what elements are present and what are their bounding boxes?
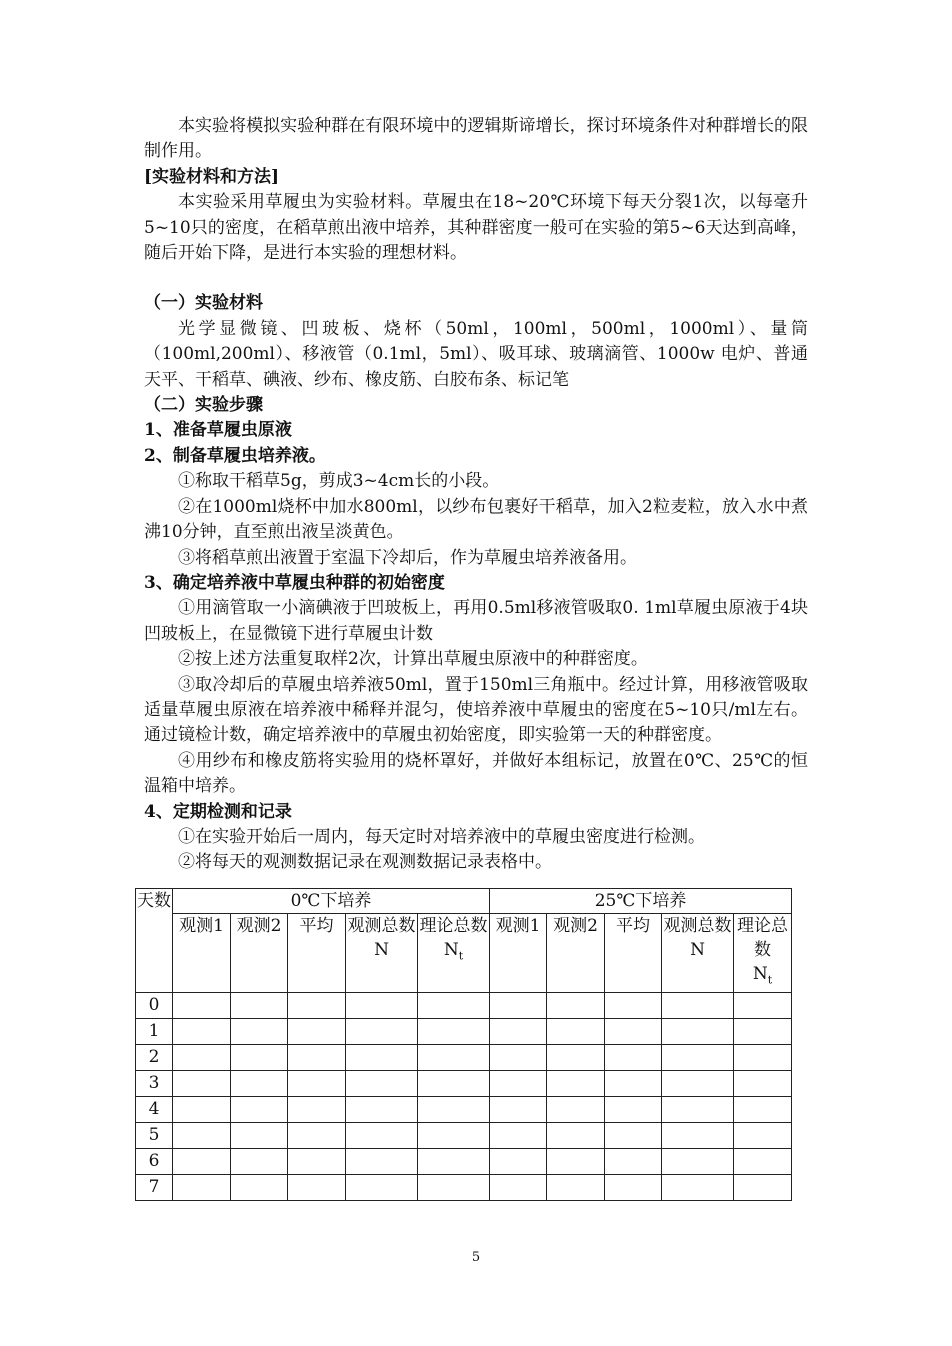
page-number: 5 — [471, 1250, 481, 1265]
empty-data-cell[interactable] — [734, 1045, 792, 1071]
table-row — [136, 1071, 792, 1097]
step3-item-2: ②按上述方法重复取样2次，计算出草履虫原液中的种群密度。 — [178, 649, 648, 670]
empty-data-cell[interactable] — [547, 1071, 605, 1097]
col-header-obs1: 观测1 — [490, 914, 547, 993]
col-header-obs1: 观测1 — [173, 914, 231, 993]
empty-data-cell[interactable] — [734, 1019, 792, 1045]
steps-heading: （二）实验步骤 — [144, 395, 263, 416]
empty-data-cell[interactable] — [173, 1149, 231, 1175]
empty-data-cell[interactable] — [547, 1097, 605, 1123]
day-cell: 7 — [136, 1175, 173, 1201]
col-header-theory: 理论总数 $N_t$ — [734, 914, 792, 993]
empty-data-cell[interactable] — [734, 1123, 792, 1149]
empty-data-cell[interactable] — [231, 1097, 288, 1123]
empty-data-cell[interactable] — [288, 1097, 346, 1123]
empty-data-cell[interactable] — [490, 1175, 547, 1201]
empty-data-cell[interactable] — [346, 1019, 418, 1045]
empty-data-cell[interactable] — [662, 993, 734, 1019]
methods-heading: [实验材料和方法] — [144, 166, 280, 187]
empty-data-cell[interactable] — [288, 1175, 346, 1201]
empty-data-cell[interactable] — [418, 993, 490, 1019]
step2-item-3: ③将稻草煎出液置于室温下冷却后，作为草履虫培养液备用。 — [178, 547, 637, 568]
step3-item-1: ①用滴管取一小滴碘液于凹玻板上，再用0.5ml移液管吸取0. 1ml草履虫原液于4块凹玻板上，在显微镜下进行草履虫计数 — [144, 598, 808, 644]
empty-data-cell[interactable] — [605, 1123, 662, 1149]
day-cell: 1 — [136, 1019, 173, 1045]
empty-data-cell[interactable] — [418, 1175, 490, 1201]
empty-data-cell[interactable] — [173, 1175, 231, 1201]
empty-data-cell[interactable] — [734, 1097, 792, 1123]
step3-item-3: ③取冷却后的草履虫培养液50ml，置于150ml三角瓶中。经过计算，用移液管吸取适量草履虫原液在培养液中稀释并混匀，使培养液中草履虫的密度在5~10只/ml左右。通过镜检计数，确定培养液中的草履虫初始密度，即实验第一天的种群密度。 — [144, 674, 808, 746]
empty-data-cell[interactable] — [734, 1149, 792, 1175]
materials-paragraph: 光学显微镜、凹玻板、烧杯（50ml，100ml，500ml，1000ml）、量筒（100ml,200ml）、移液管（0.1ml，5ml）、吸耳球、玻璃滴管、1000w 电炉、普通天平、干稻草、碘液、纱布、橡皮筋、白胶布条、标记笔 — [144, 318, 808, 390]
table-row — [136, 1149, 792, 1175]
body-text — [144, 114, 808, 876]
empty-data-cell[interactable] — [346, 1071, 418, 1097]
empty-data-cell[interactable] — [490, 1045, 547, 1071]
table-row — [136, 1175, 792, 1201]
methods-paragraph: 本实验采用草履虫为实验材料。草履虫在18~20℃环境下每天分裂1次，以每毫升5~10只的密度，在稻草煎出液中培养，其种群密度一般可在实验的第5~6天达到高峰，随后开始下降，是进行本实验的理想材料。 — [144, 192, 808, 264]
empty-data-cell[interactable] — [346, 1175, 418, 1201]
empty-data-cell[interactable] — [231, 1071, 288, 1097]
empty-data-cell[interactable] — [346, 1045, 418, 1071]
empty-data-cell[interactable] — [547, 1175, 605, 1201]
empty-data-cell[interactable] — [173, 1019, 231, 1045]
empty-data-cell[interactable] — [418, 1071, 490, 1097]
empty-data-cell[interactable] — [547, 1149, 605, 1175]
empty-data-cell[interactable] — [490, 993, 547, 1019]
empty-data-cell[interactable] — [231, 1045, 288, 1071]
empty-data-cell[interactable] — [662, 1175, 734, 1201]
empty-data-cell[interactable] — [662, 1045, 734, 1071]
col-header-obs2: 观测2 — [231, 914, 288, 993]
step4-item-1: ①在实验开始后一周内，每天定时对培养液中的草履虫密度进行检测。 — [178, 826, 705, 847]
table-row — [136, 1045, 792, 1071]
empty-data-cell[interactable] — [346, 993, 418, 1019]
empty-data-cell[interactable] — [662, 1019, 734, 1045]
empty-data-cell[interactable] — [734, 1071, 792, 1097]
materials-heading: （一）实验材料 — [144, 293, 263, 314]
empty-data-cell[interactable] — [605, 1019, 662, 1045]
col-header-avg: 平均 — [605, 914, 662, 993]
observation-record-table — [135, 888, 792, 1201]
step3-heading: 3、确定培养液中草履虫种群的初始密度 — [144, 572, 445, 593]
empty-data-cell[interactable] — [547, 1045, 605, 1071]
empty-data-cell[interactable] — [490, 1071, 547, 1097]
empty-data-cell[interactable] — [547, 1123, 605, 1149]
table-row — [136, 1019, 792, 1045]
empty-data-cell[interactable] — [662, 1071, 734, 1097]
empty-data-cell[interactable] — [346, 1123, 418, 1149]
intro-paragraph: 本实验将模拟实验种群在有限环境中的逻辑斯谛增长，探讨环境条件对种群增长的限制作用。 — [144, 116, 808, 162]
group-25c-header: 25℃下培养 — [490, 889, 792, 914]
empty-data-cell[interactable] — [418, 1097, 490, 1123]
empty-data-cell[interactable] — [418, 1149, 490, 1175]
empty-data-cell[interactable] — [288, 993, 346, 1019]
table-header-column-row — [136, 914, 792, 993]
col-header-theory: 理论总数 $N_t$ — [418, 914, 490, 993]
empty-data-cell[interactable] — [288, 1149, 346, 1175]
empty-data-cell[interactable] — [734, 993, 792, 1019]
day-cell: 2 — [136, 1045, 173, 1071]
empty-data-cell[interactable] — [605, 1149, 662, 1175]
step2-item-2: ②在1000ml烧杯中加水800ml，以纱布包裹好干稻草，加入2粒麦粒，放入水中煮沸10分钟，直至煎出液呈淡黄色。 — [144, 496, 808, 543]
empty-data-cell[interactable] — [418, 1045, 490, 1071]
step2-item-1: ①称取干稻草5g，剪成3~4cm长的小段。 — [178, 471, 500, 492]
day-cell: 5 — [136, 1123, 173, 1149]
empty-data-cell[interactable] — [418, 1123, 490, 1149]
empty-data-cell[interactable] — [547, 993, 605, 1019]
empty-data-cell[interactable] — [605, 1175, 662, 1201]
step4-heading: 4、定期检测和记录 — [144, 801, 292, 822]
day-cell: 4 — [136, 1097, 173, 1123]
day-cell: 6 — [136, 1149, 173, 1175]
step4-item-2: ②将每天的观测数据记录在观测数据记录表格中。 — [178, 852, 552, 873]
day-cell: 3 — [136, 1071, 173, 1097]
empty-data-cell[interactable] — [231, 1019, 288, 1045]
empty-data-cell[interactable] — [605, 1045, 662, 1071]
empty-data-cell[interactable] — [231, 1149, 288, 1175]
empty-data-cell[interactable] — [662, 1123, 734, 1149]
empty-data-cell[interactable] — [490, 1097, 547, 1123]
empty-data-cell[interactable] — [490, 1123, 547, 1149]
step2-heading: 2、制备草履虫培养液。 — [144, 445, 326, 466]
empty-data-cell[interactable] — [231, 1175, 288, 1201]
table-header-group-row — [136, 889, 792, 914]
empty-data-cell[interactable] — [173, 1097, 231, 1123]
step3-item-4: ④用纱布和橡皮筋将实验用的烧杯罩好，并做好本组标记，放置在0℃、25℃的恒温箱中培养。 — [144, 750, 808, 797]
empty-data-cell[interactable] — [734, 1175, 792, 1201]
group-0c-header: 0℃下培养 — [173, 889, 490, 914]
day-cell: 0 — [136, 993, 173, 1019]
empty-data-cell[interactable] — [288, 1123, 346, 1149]
empty-data-cell[interactable] — [288, 1019, 346, 1045]
table-row — [136, 1097, 792, 1123]
empty-data-cell[interactable] — [231, 1123, 288, 1149]
empty-data-cell[interactable] — [173, 1123, 231, 1149]
empty-data-cell[interactable] — [547, 1019, 605, 1045]
empty-data-cell[interactable] — [605, 1097, 662, 1123]
empty-data-cell[interactable] — [346, 1149, 418, 1175]
empty-data-cell[interactable] — [173, 1071, 231, 1097]
empty-data-cell[interactable] — [605, 1071, 662, 1097]
col-header-avg: 平均 — [288, 914, 346, 993]
empty-data-cell[interactable] — [418, 1019, 490, 1045]
empty-data-cell[interactable] — [288, 1045, 346, 1071]
empty-data-cell[interactable] — [231, 993, 288, 1019]
empty-data-cell[interactable] — [173, 993, 231, 1019]
empty-data-cell[interactable] — [605, 993, 662, 1019]
empty-data-cell[interactable] — [346, 1097, 418, 1123]
col-header-obs2: 观测2 — [547, 914, 605, 993]
day-header-cell: 天数 — [136, 889, 173, 993]
empty-data-cell[interactable] — [490, 1149, 547, 1175]
empty-data-cell[interactable] — [173, 1045, 231, 1071]
empty-data-cell[interactable] — [288, 1071, 346, 1097]
step1-heading: 1、准备草履虫原液 — [144, 420, 292, 441]
blank-line — [144, 266, 808, 291]
empty-data-cell[interactable] — [662, 1097, 734, 1123]
empty-data-cell[interactable] — [490, 1019, 547, 1045]
table-row — [136, 993, 792, 1019]
col-header-total: 观测总数N — [662, 914, 734, 993]
table-row — [136, 1123, 792, 1149]
empty-data-cell[interactable] — [662, 1149, 734, 1175]
col-header-total: 观测总数N — [346, 914, 418, 993]
